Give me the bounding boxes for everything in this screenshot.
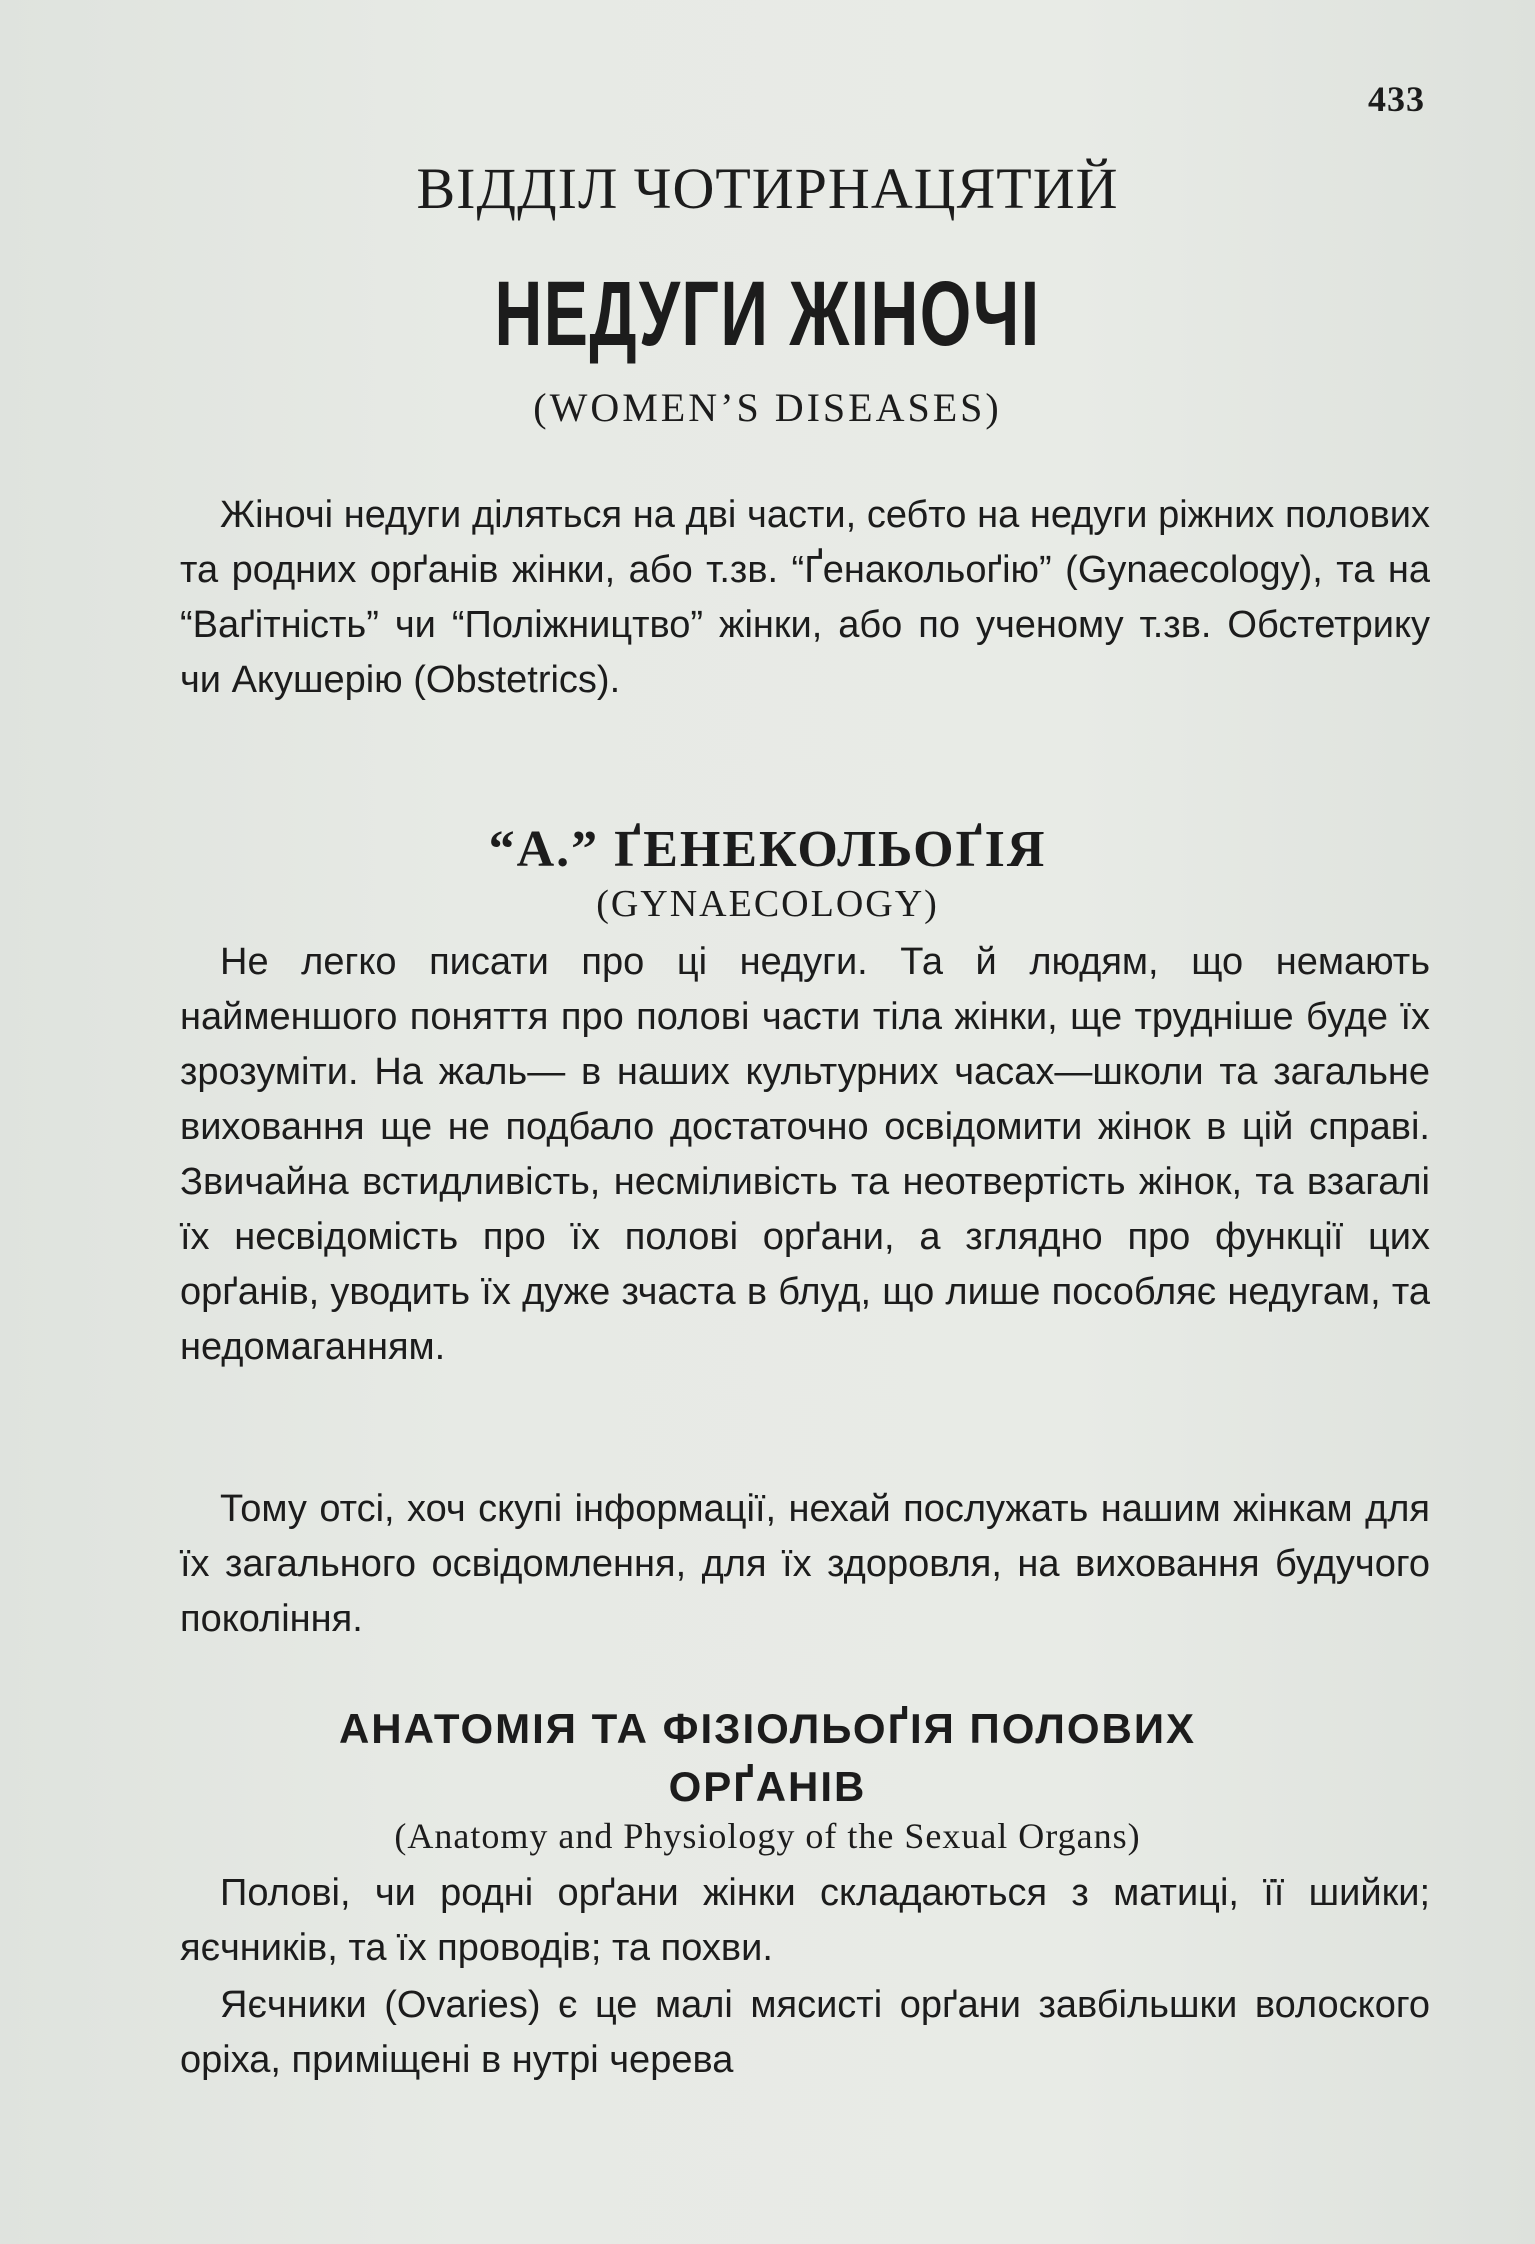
section-b-subheading: (Anatomy and Physiology of the Sexual Organs) <box>394 1816 1141 1856</box>
intro-paragraph: Жіночі недуги діляться на дві части, себто на недуги ріжних полових та родних орґанів жінки, або т.зв. “Ґенакольоґію” (Gynaecology), та на “Ваґітність” чи “Поліжництво” жінки, або по ученому т.зв. Обстетрику чи Акушерію (Obstetrics). <box>180 494 1430 701</box>
section-a-heading: “А.” ҐЕНЕКОЛЬОҐІЯ <box>488 821 1047 878</box>
chapter-title: НЕДУГИ ЖІНОЧІ <box>494 263 1041 365</box>
page-number: 433 <box>1368 79 1425 119</box>
section-b-heading-line-2: ОРҐАНІВ <box>668 1763 867 1810</box>
section-a-paragraph-1: Не легко писати про ці недуги. Та й людям, що немають найменшого поняття про полові части тіла жінки, ще трудніше буде їх зрозуміти. На жаль— в наших культурних часах—школи та загальне виховання ще не подбало достаточно освідомити жінок в цій справі. Звичайна встидливість, несміливість та неотвертість жінок, та взагалі їх несвідомість про їх полові орґани, а зглядно про функції цих орґанів, уводить їх дуже зчаста в блуд, що лише пособляє недугам, та недомаганням. <box>180 941 1430 1368</box>
section-b-paragraph-2: Яєчники (Ovaries) є це малі мясисті орґани завбільшки волоского оріха, приміщені в нутрі черева <box>180 1984 1430 2081</box>
section-b-paragraph-1: Полові, чи родні орґани жінки складаються з матиці, її шийки; яєчників, та їх проводів; та похви. <box>180 1872 1430 1969</box>
section-a-subheading: (GYNAECOLOGY) <box>596 883 939 925</box>
chapter-subtitle: (WOMEN’S DISEASES) <box>533 385 1002 430</box>
section-a-paragraph-2: Тому отсі, хоч скупі інформації, нехай послужать нашим жінкам для їх загального освідомлення, для їх здоровля, на виховання будучого покоління. <box>180 1488 1430 1640</box>
section-label: ВІДДІЛ ЧОТИРНАЦЯТИЙ <box>416 156 1119 221</box>
section-b-heading-line-1: АНАТОМІЯ ТА ФІЗІОЛЬОҐІЯ ПОЛОВИХ <box>338 1705 1197 1752</box>
section-b-heading <box>0 1700 1535 1816</box>
